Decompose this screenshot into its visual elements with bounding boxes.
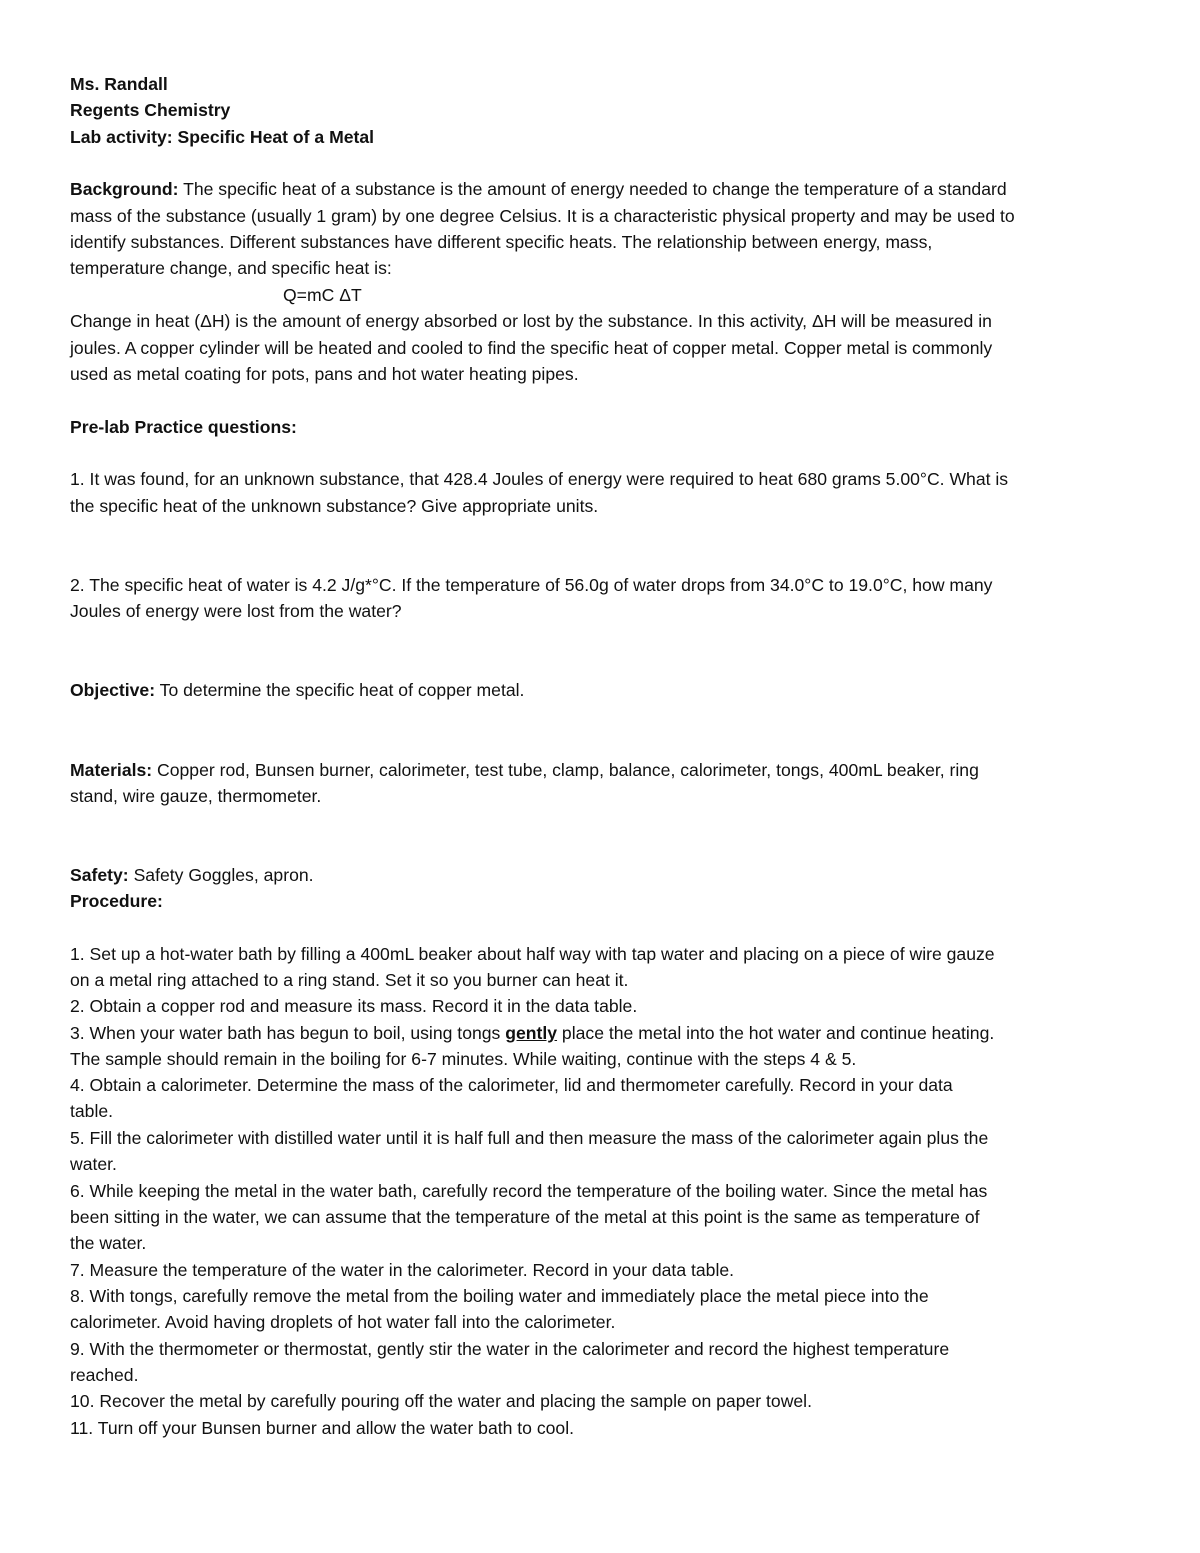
question-1-line-2: the specific heat of the unknown substance? Give appropriate units. — [70, 496, 599, 516]
procedure-step-3b: The sample should remain in the boiling for 6-7 minutes. While waiting, continue with the steps 4 & 5. — [70, 1049, 857, 1069]
question-2-line-1: 2. The specific heat of water is 4.2 J/g*°C. If the temperature of 56.0g of water drops from 34.0°C to 19.0°C, how many — [70, 575, 993, 595]
background-label: Background: — [70, 179, 179, 199]
question-2-line-2: Joules of energy were lost from the water? — [70, 601, 402, 621]
background-line-5: Change in heat (ΔH) is the amount of energy absorbed or lost by the substance. In this activity, ΔH will be measured in — [70, 311, 992, 331]
procedure-step-2: 2. Obtain a copper rod and measure its mass. Record it in the data table. — [70, 996, 638, 1016]
procedure-step-9a: 9. With the thermometer or thermostat, gently stir the water in the calorimeter and record the highest temperature — [70, 1339, 950, 1359]
materials-line-1: Materials: Copper rod, Bunsen burner, calorimeter, test tube, clamp, balance, calorimeter, tongs, 400mL beaker, ring — [70, 760, 979, 780]
objective-line: Objective: To determine the specific heat of copper metal. — [70, 680, 525, 700]
procedure-step-4a: 4. Obtain a calorimeter. Determine the mass of the calorimeter, lid and thermometer carefully. Record in your data — [70, 1075, 953, 1095]
procedure-step-6b: been sitting in the water, we can assume that the temperature of the metal at this point is the same as temperature of — [70, 1207, 980, 1227]
procedure-step-5a: 5. Fill the calorimeter with distilled water until it is half full and then measure the mass of the calorimeter again plus the — [70, 1128, 989, 1148]
procedure-step-3a: 3. When your water bath has begun to boil, using tongs gently place the metal into the hot water and continue heating. — [70, 1023, 995, 1043]
objective-label: Objective: — [70, 680, 156, 700]
procedure-step-5b: water. — [70, 1154, 117, 1174]
procedure-step-4b: table. — [70, 1101, 114, 1121]
heat-equation: Q=mC ΔT — [283, 285, 362, 305]
question-1-line-1: 1. It was found, for an unknown substance, that 428.4 Joules of energy were required to heat 680 grams 5.00°C. What is — [70, 469, 1009, 489]
procedure-step-8b: calorimeter. Avoid having droplets of hot water fall into the calorimeter. — [70, 1312, 616, 1332]
background-line-7: used as metal coating for pots, pans and hot water heating pipes. — [70, 364, 579, 384]
procedure-step-11: 11. Turn off your Bunsen burner and allow the water bath to cool. — [70, 1418, 575, 1438]
procedure-step-6a: 6. While keeping the metal in the water bath, carefully record the temperature of the boiling water. Since the metal has — [70, 1181, 988, 1201]
safety-label: Safety: — [70, 865, 129, 885]
procedure-step-10: 10. Recover the metal by carefully pouring off the water and placing the sample on paper towel. — [70, 1391, 812, 1411]
procedure-heading: Procedure: — [70, 891, 163, 911]
background-line-6: joules. A copper cylinder will be heated and cooled to find the specific heat of copper metal. Copper metal is commonly — [70, 338, 993, 358]
emphasis-gently: gently — [505, 1023, 558, 1043]
background-line-1: Background: The specific heat of a substance is the amount of energy needed to change the temperature of a standard — [70, 179, 1007, 199]
materials-label: Materials: — [70, 760, 153, 780]
lab-title: Lab activity: Specific Heat of a Metal — [70, 127, 375, 147]
prelab-heading: Pre-lab Practice questions: — [70, 417, 297, 437]
procedure-step-6c: the water. — [70, 1233, 147, 1253]
safety-line: Safety: Safety Goggles, apron. — [70, 865, 314, 885]
teacher-name: Ms. Randall — [70, 74, 168, 94]
procedure-step-1a: 1. Set up a hot-water bath by filling a 400mL beaker about half way with tap water and placing on a piece of wire gauze — [70, 944, 995, 964]
procedure-step-8a: 8. With tongs, carefully remove the metal from the boiling water and immediately place the metal piece into the — [70, 1286, 929, 1306]
background-line-2: mass of the substance (usually 1 gram) by one degree Celsius. It is a characteristic physical property and may be used to — [70, 206, 1015, 226]
procedure-step-7: 7. Measure the temperature of the water in the calorimeter. Record in your data table. — [70, 1260, 735, 1280]
procedure-step-1b: on a metal ring attached to a ring stand. Set it so you burner can heat it. — [70, 970, 629, 990]
course-name: Regents Chemistry — [70, 100, 231, 120]
background-line-4: temperature change, and specific heat is: — [70, 258, 392, 278]
procedure-step-9b: reached. — [70, 1365, 139, 1385]
materials-line-2: stand, wire gauze, thermometer. — [70, 786, 322, 806]
background-line-3: identify substances. Different substances have different specific heats. The relationship between energy, mass, — [70, 232, 933, 252]
